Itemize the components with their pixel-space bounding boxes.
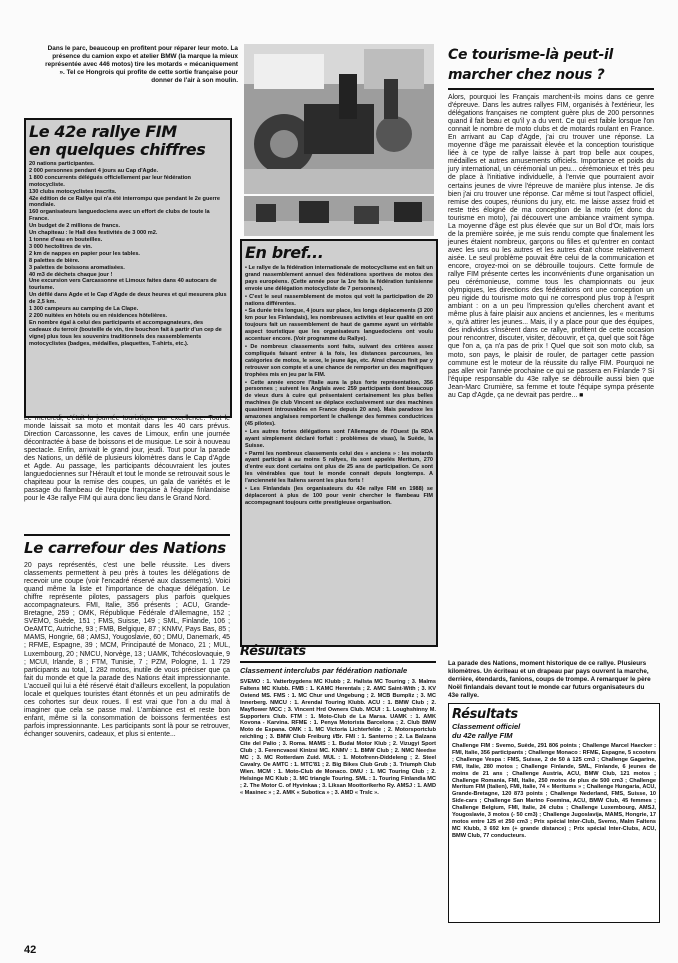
resultats-right-subtitle-2: du 42e rallye FIM [452,731,513,740]
chiffres-list [29,161,227,347]
resultats-mid-rule [240,661,436,663]
photo-parc-motos [244,44,434,194]
chiffres-item: 160 organisateurs languedociens avec un effort de clubs de toute la France. [29,209,210,223]
tourisme-text: Alors, pourquoi les Français marchent-ils moins dans ce genre d'épreuve. Dans les autres rallyes FIM, organisés à l'extérieur, les délégations françaises ne comptent guère plus de 200 personnes quand il fait beau et qu'il y a du vent. Ce qui est faible lorsque l'on connait le nombre de moto clubs et de motards roulant en France. En arrivant au Cap d'Agde, j'ai cru trouver une réponse. La moyenne d'âge me paraissait élevée et la conception touristique liée à ce type de rallye laisse à part trop belle aux coupes, médailles et autres amusements officiels. Importance et poids du jury international, un cérémonial un peu... cérémonieux et très peu de place à l'initiative individuelle, à l'envie que pourraient avoir certains jeunes de vivre l'épreuve de manière plus intense. Je dis bien j'ai cru trouver une réponse. Car même si tout l'aspect officiel, remise des coupes, réunions du jury, etc. me laisse assez froid et reste très éloigné de ma conception de la moto (et donc du tourisme en moto), j'ai découvert une ambiance vraiment sympa. La moyenne d'âge est plus élevée que sur un Bol d'Or, mais lors de la première soirée, je me suis rendu compte que finalement les jeunes étaient nombreux, garçons ou filles et qu'entrer en contact avec les uns ou les autres et les autres était chose relativement aisée. Le seul problème pouvait être celui de la communication et encore, croyez-moi on se débrouille toujours. Cette formule de rallye FIM présente certes les inconvénients d'une organisation un peu cérémonieuse, comme tous les championnats ou jeux olympiques, les directions des fédérations ont une conception un peu rigide du tourisme moto qui ne correspond plus trop à l'esprit ambiant : on a un peu l'impression qu'elles cherchent avant et même plus à faire plaisir aux anciens et anciennes, les « meritums », qu'à attirer les jeunes... Mais, il y a place pour que des équipes, des individus s'insèrent dans ce rallye, profitent de cette occasion pour rencontrer, discuter, visiter, découvrir, et ça, quel que soit l'âge que l'on a, ça n'a pas de prix ! Quel que soit son moto club, sa moto, son pays, le plaisir de rouler, de partager cette passion commune est le moteur de la réussite du rallye FIM. Pourquoi ne pas aller voir l'année prochaine ce qui se passera en Finlande ? Si l'équipe responsable du 43e rallye se débrouille aussi bien que Jean-Marc Crumière, sa femme et toute l'équipe sympa présente au Cap d'Agde, ça ne devrait pas perdre... ■ [448,94,654,399]
chiffres-item: Un défilé dans Agde et le Cap d'Agde de deux heures et qui mesurera plus de 2,5 km. [29,292,227,306]
tourisme-rule [448,88,654,90]
page-number: 42 [24,944,37,956]
chiffres-item: 40 m3 de déchets chaque jour ! [29,271,113,278]
bref-paragraph: • Cette année encore l'Italie aura la plus forte représentation, 356 personnes ; suivent les Anglais avec 259 participants dont beaucoup de vieux durs à cuire qui présentaient certainement les plus belles machines (le club Vincent se déplace exclusivement sur des machines quasiment introuvables en France depuis 20 ans). Mais paradoxe les amazones anglaises remportent le challenge des femmes conductrices (45 pilotes). [245,379,433,427]
chiffres-item: Un budget de 2 millions de francs. [29,223,121,230]
caption-parc: Dans le parc, beaucoup en profitent pour réparer leur moto. La présence du camion expo et atelier BMW (la marque la mieux représentée avec 446 motos) tire les motards « mécaniquement ». Tel ce Hongrois qui profite de cette sortie française pour donner de l'air à son moulin. [45,45,238,84]
bref-paragraph: • Les autres fortes délégations sont l'Allemagne de l'Ouest (la RDA ayant simplement déclaré forfait : problèmes de visas), la Suède, la Suisse. [245,428,433,449]
chiffres-item: 2 200 nuitées en hôtels ou en résidences hôtelières. [29,312,168,319]
bref-paragraph: • Les Finlandais (les organisateurs du 43e rallye FIM en 1988) se déplaceront à plus de 100 pour venir chercher le flambeau FIM accompagnant toujours cette prestigieuse organisation. [245,486,433,506]
box-chiffres [24,118,232,418]
photo-motos-rangees [244,196,434,236]
chiffres-item: 8 palettes de bière. [29,257,80,264]
chiffres-item: Un chapiteau : le Hall des festivités de 3 000 m2. [29,230,158,237]
resultats-mid-text: SVEMO : 1. Vatterbygdens MC Klubb ; 2. Hallsta MC Touring ; 3. Malms Faltens MC Klubb. FMB : 1. KAMC Herentals ; 2. AMC Saint-With ; 3. KV Ostend MS. FMS : 1. MC Chur und Ungebung ; 2. MCB Bumpliz ; 3. MC Innerberg. NMCU : 1. Arendal Touring Klubb. ACU : 1. BMW Club ; 2. Mayflower MCC ; 3. Vincent Hrd Owners Club. MCUI : 1. Loughshinny M. Supporters Club. FTM : 1. Moto-Club de La Marsa. UAMK : 1. AMK Kovona - Karvina. RFME : 1. Penya Motorista Barcelona ; 2. Club BMW Moto de Espana. OMK : 1. MC Victoria Lichterfelde ; 2. Motorsportclub reichling ; 3. BMW Club Freiburg i/Br. FMI : 1. Santerno ; 2. La Balzana Cite del Palio ; 3. Roma. MAMS : 1. Budai Motor Klub ; 2. Vizugyi Sport Club ; 3. Ferencvaosi Kinizsi MC. KNMV : 1. BMW Club ; 2. NMC Needse MC ; 3. MC Rotterdam Zuid. MUL : 1. Motofrenn-Diddeleng ; 2. Steel Cavalry. Oe AMTC : 1. MTC'81 ; 2. Big Bikes Club Grub ; 3. Triumph Club Wien. MCM : 1. Moto-Club de Monaco. DMU : 1. MC Touring Club ; 2. Helsinge MC Klub ; 3. MC triangle Touring. SML : 1. Touring Finlandia MC ; 2. The Motor C. of Hyvinkaa ; 3. Liksan Moottorikerho Ry. AMSJ : 1. AMD « Masinec » ; 2. AMK « Subotica » ; 3. AMD « Trslc ». [240,679,436,796]
tourisme-title-2: marcher chez nous ? [448,67,605,83]
box-en-bref [240,239,438,647]
chiffres-item: 2 km de nappes en papier pour les tables. [29,250,140,257]
photo-motos-rangees-image [244,196,434,236]
chiffres-item: 130 clubs motocyclistes inscrits. [29,188,117,195]
chiffres-item: 3 palettes de boissons aromatisées. [29,264,125,271]
photo-parc-motos-image [244,44,434,194]
chiffres-item: En nombre égal à celui des participants et accompagnateurs, des cadeaux du terroir (bouteille de vin, tire bouchon fait à partir d'un cep de vigne) plus tous les souvenirs traditionnels des rassemblements motocyclistes (badges, médailles, plaquettes, T-shirts, etc.). [29,319,222,347]
box-en-bref-title: En bref... [245,243,324,262]
tourisme-title-1: Ce tourisme-là peut-il [448,47,613,63]
bref-paragraph: • Sa durée très longue, 4 jours sur place, les longs déplacements (3 200 km pour les Finlandais), les nombreuses activités et leur qualité en ont toujours fait un rassemblement de haut de gamme ayant un véritable aspect touristique que les organisateurs languedociens ont voulu accentuer encore. (Voir programme du Rallye). [245,308,433,343]
box-chiffres-title-2: en quelques chiffres [29,140,206,159]
chiffres-item: 1 800 concurrents délégués officiellement par leur fédération motocycliste. [29,174,191,188]
resultats-mid-subtitle: Classement interclubs par fédération nationale [240,666,408,675]
resultats-right-title: Résultats [452,707,518,722]
bref-paragraph: • De nombreux classements sont faits, suivant des critères assez compliqués faisant entrer à la fois, les distances parcourues, les catégories de motos, le sexe, le jeune âge, etc. Ainsi chacun finit par y retrouver son compte et a une chance de remporter un des magnifiques trophées mis en jeu par la FIM. [245,343,433,378]
bref-paragraph: • C'est le seul rassemblement de motos qui voit la participation de 20 nations différentes. [245,293,433,307]
chiffres-item: 42e édition de ce Rallye qui n'a été interrompu que pendant le 2e guerre mondiale. [29,195,220,209]
resultats-right-text: Challenge FIM : Svemo, Suède, 291 806 points ; Challenge Marcel Haecker : FMI, Italie, 356 participants ; Challenge Monaco : RFME, Espagne, 5 scooters ; Challenge Vespa : FMS, Suisse, 2 de 50 à 125 cm3 ; Challenge Gagarine, FMI, Italie, 280 motos ; Challenge Finlande, SML, Finlande, 6 jeunes de moins de 21 ans ; Challenge Austria, ACU, BMW Club, 121 motos ; Challenge Romania, FMI, Italie, 250 motos de plus de 500 cm3 ; Challenge Meritum FIM (Italien), FMI, Italie, 74 « Meritums » ; Challenge Hungaria, ACU, Grande-Bretagne, 120 873 points ; Challenge Nederland, FMS, Suisse, 10 Side-cars ; Challenge San Marino Foemina, ACU, BMW Club, 45 femmes ; Challenge Belgium, FMI, Italie, 24 clubs ; Challenge Luxembourg, AMSJ, Yougoslavie, 3 motos (- 50 cm3) ; Challenge Jugoslavija, MAMS, Hongrie, 17 motos entre 125 et 250 cm3 ; Prix spécial Inter-Club, Svemo, Malm Faltens MC Klubb, 3 692 km (+ grande distance) ; Prix spécial Inter-Clubs, ACU, BMW Club, 77 conducteurs. [452,743,656,839]
chiffres-item: 1 tonne d'eau en bouteilles. [29,236,103,243]
bref-paragraph: • Le rallye de la fédération internationale de motocyclisme est en fait un grand rassemblement annuel des fédérations sportives de motos des pays européens. (Cette année pour la 1re fois la fédération tunisienne envoie une délégation motocycliste de 7 personnes). [245,265,433,292]
resultats-mid [240,644,436,796]
bref-paragraphs [245,265,433,507]
chiffres-item: 2 000 personnes pendant 4 jours au Cap d'Agde. [29,167,159,174]
carrefour-title: Le carrefour des Nations [24,539,226,557]
resultats-right-subtitle-1: Classement officiel [452,722,521,731]
carrefour-rule [24,534,230,536]
chiffres-item: 20 nations participantes. [29,161,95,167]
bref-paragraph: • Parmi les nombreux classements celui des « anciens » : les motards ayant participé à au moins 5 rallyes, ils sont appelés Meritum, 270 d'entre eux dont certains ont plus de 25 ans de participation. Ce sont les vénérables que tout le monde connait depuis longtemps. A l'ancienneté les Italiens seront les plus forts ! [245,450,433,485]
chiffres-item: 1 300 campeurs au camping de La Clape. [29,306,139,313]
box-chiffres-title-1: Le 42e rallye FIM [29,122,177,141]
resultats-mid-title: Résultats [240,644,306,659]
box-resultats-officiels [448,703,660,923]
chiffres-item: Une excursion vers Carcassonne et Limoux faites dans 40 autocars de tourisme. [29,278,217,292]
chiffres-item: 3 000 hectolitres de vin. [29,243,93,250]
carrefour-text: 20 pays représentés, c'est une belle réussite. Les divers classements permettent à peu près à toutes les délégations de recevoir une coupe (voir l'encadré réservé aux classements). Voici quand même la liste et l'importance de chaque délégation. Le chiffre représente pilotes, passagers plus parfois quelques accompagnateurs. FMI, Italie, 356 présents ; ACU, Grande-Bretagne, 259 ; OMK, République Fédérale d'Allemagne, 152 ; SVEMO, Suède, 151 ; FMS, Suisse, 149 ; SML, Finlande, 106 ; OeAMTC, Autriche, 93 ; FMB, Belgique, 87 ; KNMV, Pays Bas, 85 ; MAMS, Hongrie, 68 ; AMSJ, Yougoslavie, 60 ; DMU, Danemark, 45 ; RFME, Espagne, 39 ; MCM, Principauté de Monaco, 21 ; MUL, Luxembourg, 20 ; NMCU, Norvège, 13 ; UAMK, Tchécoslovaquie, 9 ; MCUI, Irlande, 8 ; FTM, Tunisie, 7 ; PZM, Pologne, 1. 1 729 participants au total, 1 282 motos, inutile de vous préciser que ça fait du monde et que la parade des Nations était impressionnante. L'accueil qui lui a été réservé était d'ailleurs excellent, la population locale et quelques touristes étant étonnés et un peu admiratifs de ces cohortes sur deux roues. Il est vrai que l'on a du mal à imaginer que cela se passe mal. L'ambiance est et reste bon enfant, même si la consommation de boissons fermentées est parfois impressionnante. Les participants sont là pour se retrouver, échanger souvenirs, cadeaux, et plus si entente... [24,562,230,738]
caption-parade: La parade des Nations, moment historique de ce rallye. Plusieurs kilomètres. Un écriteau et un drapeau par pays ouvrent la marche, derrière, étendards, fanions, coups de trompe. A remarquer le père Noël finlandais devant tout le monde car futurs organisateurs du 43e rallye. [448,660,651,699]
col1-text: Le mercredi, c'était la journée touristique par excellence. Tout le monde laissait sa moto et montait dans les 40 cars prévus. Direction Carcassonne, les caves de Limoux, enfin une journée décontractée à base de boissons et de musique. Le soir à nouveau spectacle. Enfin, arrivait le grand jour, jeudi. Tout pour la parade des Nations, un défilé de plusieurs kilomètres dans le Cap d'Agde et Agde. Au passage, les participants découvraient les joutes languedociennes sur l'Hérault et tout le monde se retrouvait sous le chapiteau pour la remise des coupes, un gala de variétés et le passage du flambeau de l'équipe française à l'équipe finlandaise pour le 43e rallye FIM qui aura donc lieu dans le Grand Nord. [24,415,230,503]
